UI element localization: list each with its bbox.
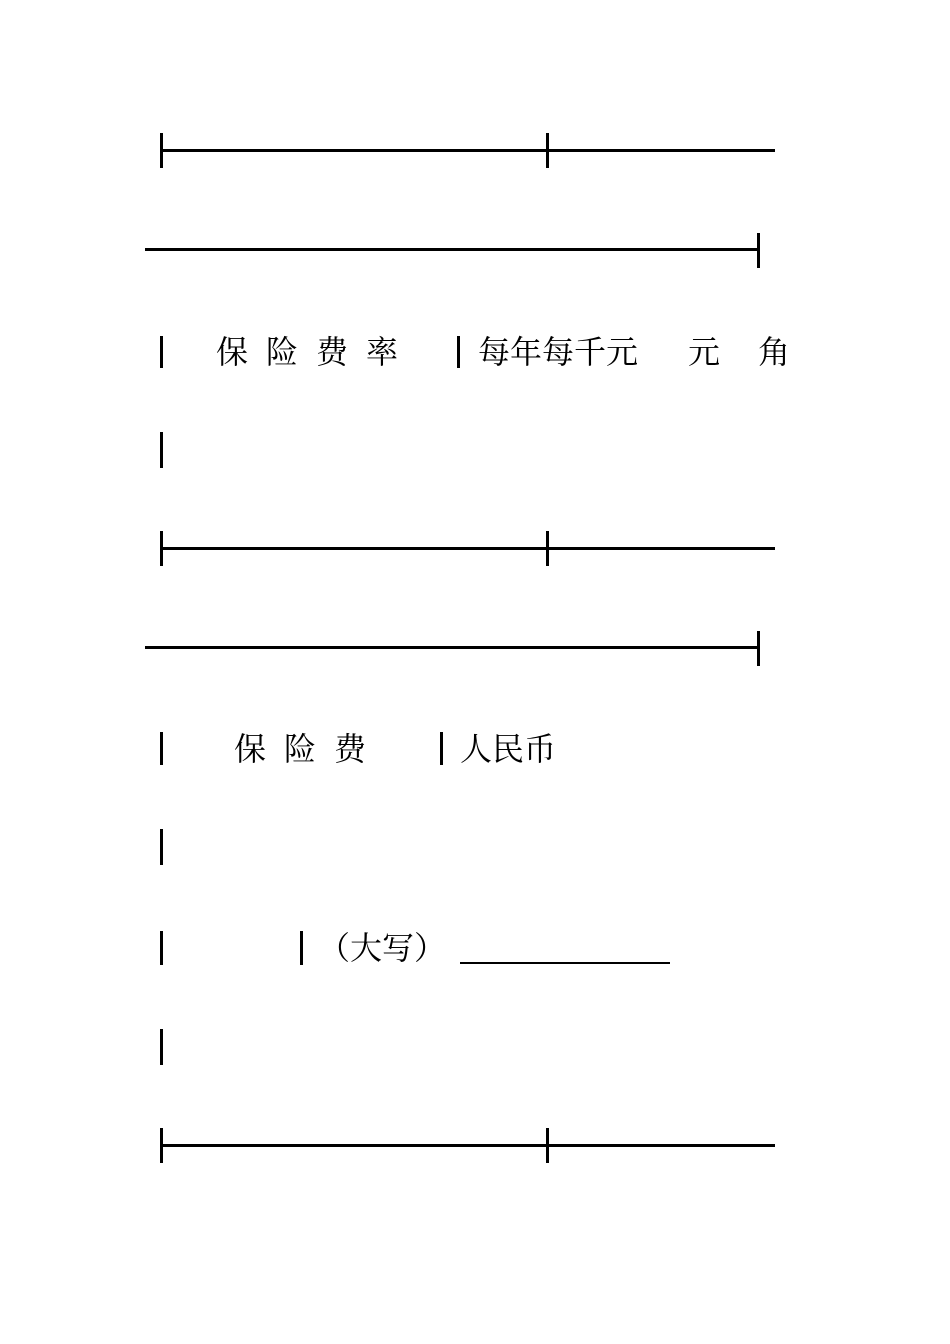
- premium-rate-jiao: 角: [758, 333, 791, 371]
- premium-rate-yuan: 元: [688, 333, 721, 371]
- premium-rate-label: 保险费率: [216, 333, 417, 371]
- premium-label: 保险费: [234, 730, 385, 768]
- capital-amount-blank[interactable]: [460, 962, 670, 964]
- capital-amount-row-border: [160, 1029, 163, 1065]
- premium-rate-unit: 每年每千元: [478, 333, 639, 371]
- capital-amount-label: （大写）: [318, 929, 447, 967]
- premium-row-border: [160, 829, 163, 865]
- premium-currency: 人民币: [460, 730, 557, 768]
- premium-rate-row-border: [160, 432, 163, 468]
